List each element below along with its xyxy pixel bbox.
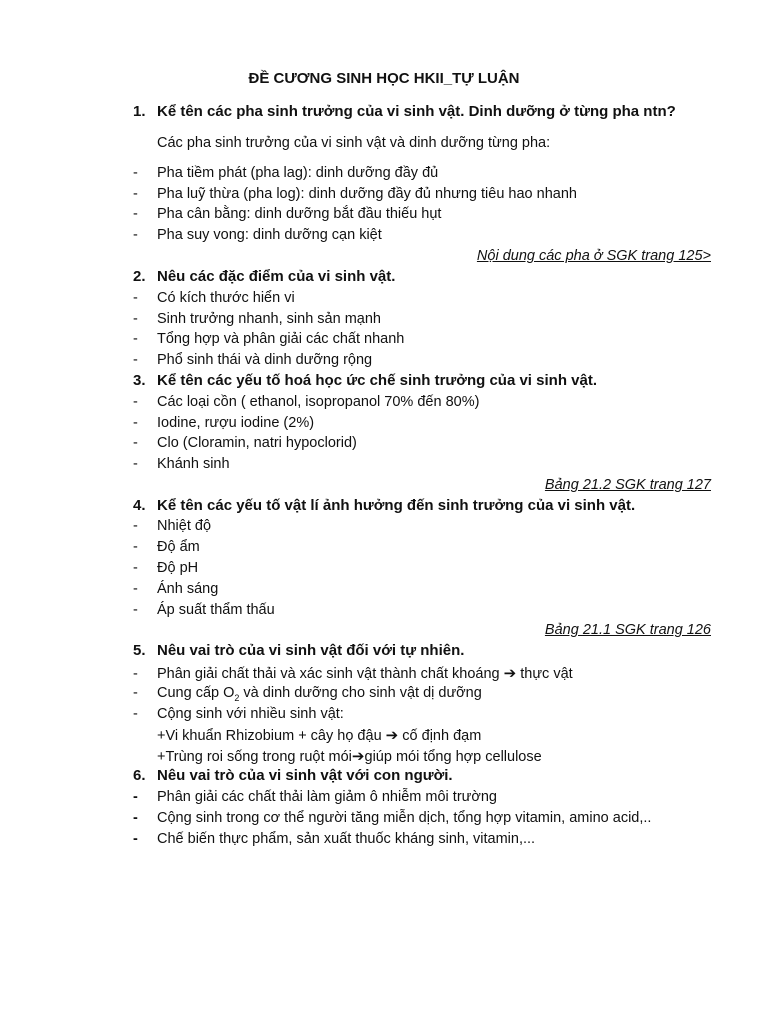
bullet-dash: - <box>133 789 138 805</box>
bullet-dash: - <box>133 560 138 576</box>
question-text: Nêu các đặc điểm của vi sinh vật. <box>157 268 396 285</box>
question-5 <box>133 642 464 659</box>
bullet-dash: - <box>133 206 138 222</box>
list-item: - Nhiệt độ <box>133 518 212 534</box>
list-item: - Pha tiềm phát (pha lag): dinh dưỡng đầy đủ <box>133 165 439 181</box>
bullet-dash: - <box>133 290 138 306</box>
list-item: - Sinh trưởng nhanh, sinh sản mạnh <box>133 311 381 327</box>
bullet-dash: - <box>133 352 138 368</box>
bullet-dash: - <box>133 311 138 327</box>
bullet-dash: - <box>133 186 138 202</box>
question-6 <box>133 767 453 784</box>
question-text: Kể tên các yếu tố hoá học ức chế sinh trưởng của vi sinh vật. <box>157 372 597 389</box>
list-item: - Tổng hợp và phân giải các chất nhanh <box>133 331 405 347</box>
list-item: - Cung cấp $O_2$ và dinh dưỡng cho sinh vật dị dưỡng <box>133 685 482 703</box>
question-2 <box>133 268 395 285</box>
list-item: - Có kích thước hiển vi <box>133 290 295 306</box>
bullet-dash: - <box>133 518 138 534</box>
bullet-dash: - <box>133 227 138 243</box>
question-number: 3. <box>133 372 146 389</box>
question-text: Nêu vai trò của vi sinh vật với con người. <box>157 767 453 784</box>
bullet-dash: - <box>133 810 138 826</box>
bullet-dash: - <box>133 666 138 682</box>
question-number: 5. <box>133 642 146 659</box>
bullet-dash: - <box>133 165 138 181</box>
question-4 <box>133 497 635 514</box>
bullet-dash: - <box>133 685 138 701</box>
sub-item: +Trùng roi sống trong ruột mói➔giúp mói tổng hợp cellulose <box>157 748 542 765</box>
question-number: 6. <box>133 767 146 784</box>
bullet-dash: - <box>133 602 138 618</box>
question-number: 1. <box>133 103 146 120</box>
bullet-dash: - <box>133 331 138 347</box>
arrow-right-icon: ➔ <box>385 727 399 744</box>
question-text: Kể tên các yếu tố vật lí ảnh hưởng đến sinh trưởng của vi sinh vật. <box>157 497 636 514</box>
textbook-reference: Bảng 21.2 SGK trang 127 <box>544 477 711 493</box>
list-item: - Phổ sinh thái và dinh dưỡng rộng <box>133 352 373 368</box>
list-item: - Cộng sinh trong cơ thể người tăng miễn dịch, tổng hợp vitamin, amino acid,.. <box>133 810 652 826</box>
arrow-right-icon: ➔ <box>351 748 365 765</box>
list-item: - Phân giải chất thải và xác sinh vật thành chất khoáng ➔ thực vật <box>133 665 573 682</box>
question-1 <box>133 103 676 120</box>
textbook-reference: Nội dung các pha ở SGK trang 125> <box>476 248 711 264</box>
question-3 <box>133 372 597 389</box>
list-item: - Pha luỹ thừa (pha log): dinh dưỡng đầy đủ nhưng tiêu hao nhanh <box>133 186 577 202</box>
answer-intro: Các pha sinh trưởng của vi sinh vật và dinh dưỡng từng pha: <box>157 135 551 151</box>
arrow-right-icon: ➔ <box>503 665 517 682</box>
bullet-dash: - <box>133 456 138 472</box>
list-item: - Các loại cồn ( ethanol, isopropanol 70% đến 80%) <box>133 394 480 410</box>
list-item: - Clo (Cloramin, natri hypoclorid) <box>133 435 357 451</box>
list-item: - Khánh sinh <box>133 456 230 472</box>
bullet-dash: - <box>133 415 138 431</box>
bullet-dash: - <box>133 831 138 847</box>
bullet-dash: - <box>133 539 138 555</box>
bullet-dash: - <box>133 435 138 451</box>
question-text: Nêu vai trò của vi sinh vật đối với tự nhiên. <box>157 642 465 659</box>
question-number: 4. <box>133 497 146 514</box>
list-item: - Độ ẩm <box>133 539 200 555</box>
textbook-reference: Bảng 21.1 SGK trang 126 <box>544 622 711 638</box>
question-number: 2. <box>133 268 146 285</box>
subscript: 2 <box>234 692 240 703</box>
page-title: ĐỀ CƯƠNG SINH HỌC HKII_TỰ LUẬN <box>248 70 520 87</box>
sub-item: +Vi khuẩn Rhizobium + cây họ đậu ➔ cố định đạm <box>157 727 482 744</box>
bullet-dash: - <box>133 581 138 597</box>
list-item: - Ánh sáng <box>133 581 219 597</box>
bullet-dash: - <box>133 394 138 410</box>
list-item: - Iodine, rượu iodine (2%) <box>133 415 315 431</box>
list-item: - Pha cân bằng: dinh dưỡng bắt đầu thiếu hụt <box>133 206 442 222</box>
list-item: - Áp suất thẩm thấu <box>133 602 275 618</box>
list-item: - Pha suy vong: dinh dưỡng cạn kiệt <box>133 227 382 243</box>
list-item: - Chế biến thực phẩm, sản xuất thuốc kháng sinh, vitamin,... <box>133 831 536 847</box>
question-text: Kể tên các pha sinh trưởng của vi sinh vật. Dinh dưỡng ở từng pha ntn? <box>157 103 676 120</box>
list-item: - Cộng sinh với nhiều sinh vật: <box>133 706 344 722</box>
list-item: - Độ pH <box>133 560 199 576</box>
list-item: - Phân giải các chất thải làm giảm ô nhiễm môi trường <box>133 789 497 805</box>
bullet-dash: - <box>133 706 138 722</box>
